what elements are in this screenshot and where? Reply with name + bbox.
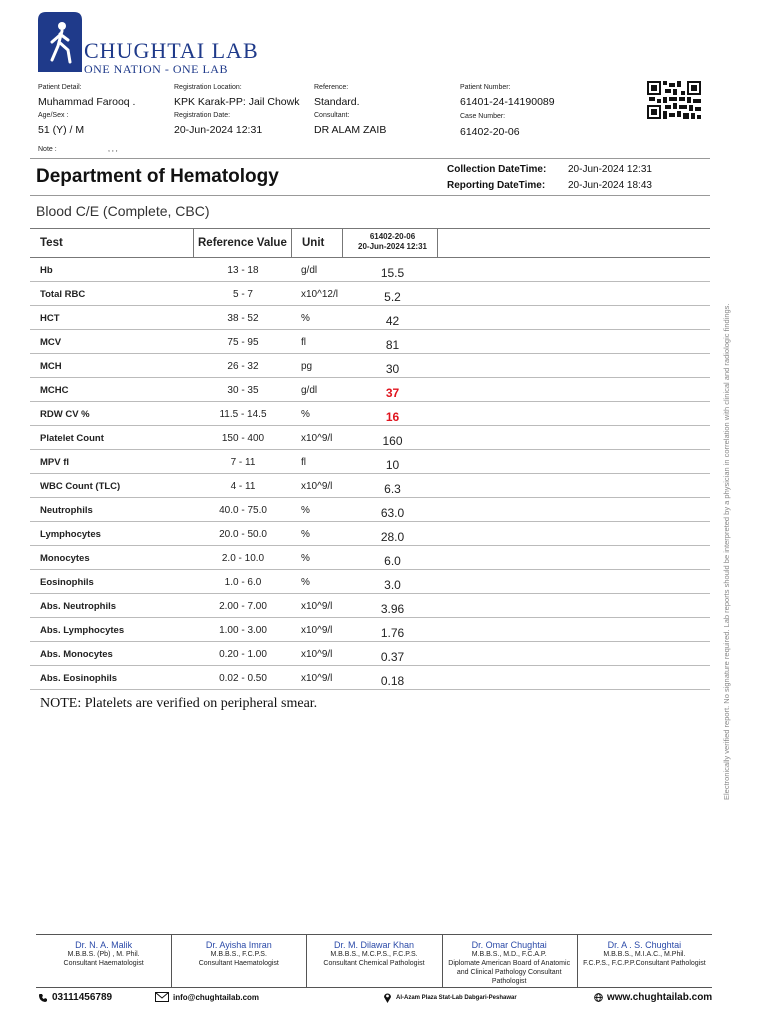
unit: x10^9/l xyxy=(301,433,333,444)
case-number-value: 61402-20-06 xyxy=(460,126,520,138)
patient-detail-label: Patient Detail: xyxy=(38,84,82,91)
table-row xyxy=(30,546,710,570)
table-row xyxy=(30,450,710,474)
header-separator xyxy=(342,229,343,257)
signatory-name: Dr. A . S. Chughtai xyxy=(607,940,682,950)
signatory-separator xyxy=(171,935,172,987)
globe-icon xyxy=(594,993,603,1002)
footer-website[interactable] xyxy=(594,992,712,1003)
table-top-border xyxy=(30,228,710,229)
unit: x10^9/l xyxy=(301,649,333,660)
test-name: Abs. Eosinophils xyxy=(40,673,118,684)
test-name: MPV fl xyxy=(40,457,70,468)
unit: x10^9/l xyxy=(301,481,333,492)
unit: % xyxy=(301,529,310,540)
signatory xyxy=(306,935,441,987)
footer-email[interactable] xyxy=(155,992,259,1002)
signatory-qualification: Diplomate American Board of Anatomic xyxy=(448,960,571,967)
consultant-label: Consultant: xyxy=(314,112,350,119)
test-name: MCV xyxy=(40,337,62,348)
unit: x10^9/l xyxy=(301,673,333,684)
test-name: Eosinophils xyxy=(40,577,94,588)
collection-datetime-label: Collection DateTime: xyxy=(447,164,547,175)
reference-range: 1.0 - 6.0 xyxy=(224,577,262,588)
table-row xyxy=(30,306,710,330)
age-sex-label: Age/Sex : xyxy=(38,112,69,119)
phone-number: 03111456789 xyxy=(52,992,113,1003)
reference-range: 2.00 - 7.00 xyxy=(219,601,267,612)
header-result-date: 20-Jun-2024 12:31 xyxy=(358,242,427,251)
test-name: MCHC xyxy=(40,385,69,396)
test-name: Abs. Neutrophils xyxy=(40,601,117,612)
signatory-qualification: M.B.B.S., M.C.P.S., F.C.P.S. xyxy=(330,951,418,958)
header-test: Test xyxy=(40,237,63,249)
unit: x10^12/l xyxy=(301,289,338,300)
reporting-datetime-value: 20-Jun-2024 18:43 xyxy=(568,180,652,191)
unit: fl xyxy=(301,337,306,348)
signatory-name: Dr. M. Dilawar Khan xyxy=(333,940,414,950)
test-name: Neutrophils xyxy=(40,505,93,516)
unit: % xyxy=(301,409,310,420)
test-panel-title: Blood C/E (Complete, CBC) xyxy=(36,203,210,219)
signatory xyxy=(442,935,577,987)
registration-date-value: 20-Jun-2024 12:31 xyxy=(174,124,263,136)
test-name: HCT xyxy=(40,313,60,324)
table-row xyxy=(30,426,710,450)
registration-location-value: KPK Karak-PP: Jail Chowk xyxy=(174,96,300,108)
note-label: Note : xyxy=(38,146,57,153)
test-name: Monocytes xyxy=(40,553,90,564)
result-value: 160 xyxy=(382,434,403,448)
test-name: Platelet Count xyxy=(40,433,104,444)
test-name: Lymphocytes xyxy=(40,529,101,540)
result-value: 42 xyxy=(385,314,400,328)
header-reference-value: Reference Value xyxy=(198,237,287,249)
unit: x10^9/l xyxy=(301,601,333,612)
table-row xyxy=(30,498,710,522)
result-value: 28.0 xyxy=(380,530,405,544)
reference-range: 5 - 7 xyxy=(232,289,253,300)
test-name: Abs. Lymphocytes xyxy=(40,625,125,636)
consultant-value: DR ALAM ZAIB xyxy=(314,124,387,136)
table-row xyxy=(30,474,710,498)
reference-range: 26 - 32 xyxy=(227,361,259,372)
unit: g/dl xyxy=(301,385,318,396)
signatory-qualification: Pathologist xyxy=(491,978,527,985)
location-pin-icon xyxy=(383,992,392,1003)
patient-number-value: 61401-24-14190089 xyxy=(460,96,555,108)
signatories xyxy=(36,934,712,988)
result-value: 6.0 xyxy=(384,554,401,568)
result-value: 10 xyxy=(385,458,400,472)
phone-icon xyxy=(38,993,48,1003)
lab-tagline: ONE NATION - ONE LAB xyxy=(84,62,228,76)
registration-date-label: Registration Date: xyxy=(174,112,231,119)
reference-range: 1.00 - 3.00 xyxy=(219,625,267,636)
reference-range: 150 - 400 xyxy=(221,433,265,444)
header-result-case: 61402-20-06 xyxy=(369,232,416,241)
table-row xyxy=(30,642,710,666)
patient-number-label: Patient Number: xyxy=(460,84,511,91)
reference-range: 2.0 - 10.0 xyxy=(221,553,265,564)
result-value: 15.5 xyxy=(380,266,405,280)
electronic-verification-note: Electronically verified report. No signature required. Lab reports should be interpreted by a physician in correlation with clinical and radiologic findings. xyxy=(722,303,731,800)
table-row xyxy=(30,522,710,546)
header-separator xyxy=(437,229,438,257)
reporting-datetime-label: Reporting DateTime: xyxy=(447,180,546,191)
reference-range: 75 - 95 xyxy=(227,337,259,348)
department-title: Department of Hematology xyxy=(36,166,279,187)
signatory xyxy=(577,935,712,987)
result-value: 37 xyxy=(385,386,400,400)
table-row xyxy=(30,378,710,402)
signatory-qualification: M.B.B.S. (Pb) , M. Phil. xyxy=(67,951,140,958)
result-value: 6.3 xyxy=(384,482,401,496)
reference-range: 0.02 - 0.50 xyxy=(219,673,267,684)
unit: fl xyxy=(301,457,306,468)
header-result xyxy=(350,232,435,252)
result-value: 63.0 xyxy=(380,506,405,520)
walking-man-logo-icon xyxy=(38,12,82,72)
signatory-qualification: M.B.B.S., F.C.P.S. xyxy=(210,951,267,958)
signatory-name: Dr. N. A. Malik xyxy=(75,940,133,950)
signatory-name: Dr. Ayisha Imran xyxy=(205,940,272,950)
unit: x10^9/l xyxy=(301,625,333,636)
signatory-qualification: and Clinical Pathology Consultant xyxy=(456,969,562,976)
patient-name: Muhammad Farooq . xyxy=(38,96,136,108)
reference-range: 38 - 52 xyxy=(227,313,259,324)
department-divider xyxy=(30,195,710,196)
website-url: www.chughtailab.com xyxy=(607,992,713,1003)
result-value: 1.76 xyxy=(380,626,405,640)
test-name: Total RBC xyxy=(40,289,86,300)
signatory-qualification: F.C.P.S., F.C.P.P.Consultant Pathologist xyxy=(583,960,706,967)
registration-location-label: Registration Location: xyxy=(174,84,242,91)
signatory-separator xyxy=(306,935,307,987)
reference-range: 7 - 11 xyxy=(230,457,256,468)
test-name: MCH xyxy=(40,361,62,372)
table-row xyxy=(30,354,710,378)
table-row xyxy=(30,594,710,618)
header-unit: Unit xyxy=(302,237,325,249)
reference-range: 20.0 - 50.0 xyxy=(219,529,267,540)
signatory-qualification: M.B.B.S., M.I.A.C., M.Phil. xyxy=(603,951,686,958)
result-value: 3.0 xyxy=(384,578,401,592)
result-value: 5.2 xyxy=(384,290,401,304)
signatory-qualification: Consultant Haematologist xyxy=(63,960,144,967)
unit: % xyxy=(301,577,310,588)
lab-name: CHUGHTAI LAB xyxy=(84,38,259,63)
lab-logo xyxy=(38,12,258,74)
signatory-qualification: Consultant Chemical Pathologist xyxy=(323,960,425,967)
address-text: Al-Azam Plaza Stat-Lab Dabgari-Peshawar xyxy=(396,994,517,1001)
table-row xyxy=(30,402,710,426)
unit: g/dl xyxy=(301,265,318,276)
table-row xyxy=(30,258,710,282)
case-number-label: Case Number: xyxy=(460,113,506,120)
signatory-separator xyxy=(442,935,443,987)
result-value: 81 xyxy=(385,338,400,352)
platelet-note: NOTE: Platelets are verified on peripheral smear. xyxy=(40,696,318,711)
email-address: info@chughtailab.com xyxy=(173,992,260,1002)
footer-phone[interactable] xyxy=(38,992,112,1003)
reference-range: 13 - 18 xyxy=(227,265,259,276)
reference-range: 40.0 - 75.0 xyxy=(219,505,267,516)
footer-address xyxy=(383,992,517,1003)
header-divider xyxy=(30,158,710,159)
table-row xyxy=(30,330,710,354)
result-value: 30 xyxy=(385,362,400,376)
reference-range: 0.20 - 1.00 xyxy=(219,649,267,660)
signatory xyxy=(171,935,306,987)
note-value: , , , xyxy=(108,146,118,153)
result-value: 3.96 xyxy=(380,602,405,616)
result-value: 16 xyxy=(385,410,400,424)
table-row xyxy=(30,570,710,594)
unit: pg xyxy=(301,361,313,372)
age-sex-value: 51 (Y) / M xyxy=(38,124,85,136)
reference-value: Standard. xyxy=(314,96,360,108)
table-row xyxy=(30,282,710,306)
test-name: Abs. Monocytes xyxy=(40,649,113,660)
result-value: 0.37 xyxy=(380,650,405,664)
signatory-qualification: M.B.B.S., M.D., F.C.A.P. xyxy=(471,951,547,958)
reference-range: 4 - 11 xyxy=(230,481,256,492)
reference-label: Reference: xyxy=(314,84,349,91)
qr-code-icon xyxy=(647,81,701,119)
collection-datetime-value: 20-Jun-2024 12:31 xyxy=(568,164,652,175)
header-separator xyxy=(291,229,292,257)
signatory-separator xyxy=(577,935,578,987)
mail-icon xyxy=(155,992,169,1002)
signatory-name: Dr. Omar Chughtai xyxy=(471,940,547,950)
reference-range: 30 - 35 xyxy=(227,385,259,396)
table-row xyxy=(30,666,710,690)
signatory xyxy=(36,935,171,987)
unit: % xyxy=(301,553,310,564)
header-separator xyxy=(193,229,194,257)
table-row xyxy=(30,618,710,642)
test-name: WBC Count (TLC) xyxy=(40,481,121,492)
result-value: 0.18 xyxy=(380,674,405,688)
test-name: RDW CV % xyxy=(40,409,90,420)
test-name: Hb xyxy=(40,265,53,276)
unit: % xyxy=(301,313,310,324)
reference-range: 11.5 - 14.5 xyxy=(219,409,267,420)
signatory-qualification: Consultant Haematologist xyxy=(198,960,279,967)
unit: % xyxy=(301,505,310,516)
